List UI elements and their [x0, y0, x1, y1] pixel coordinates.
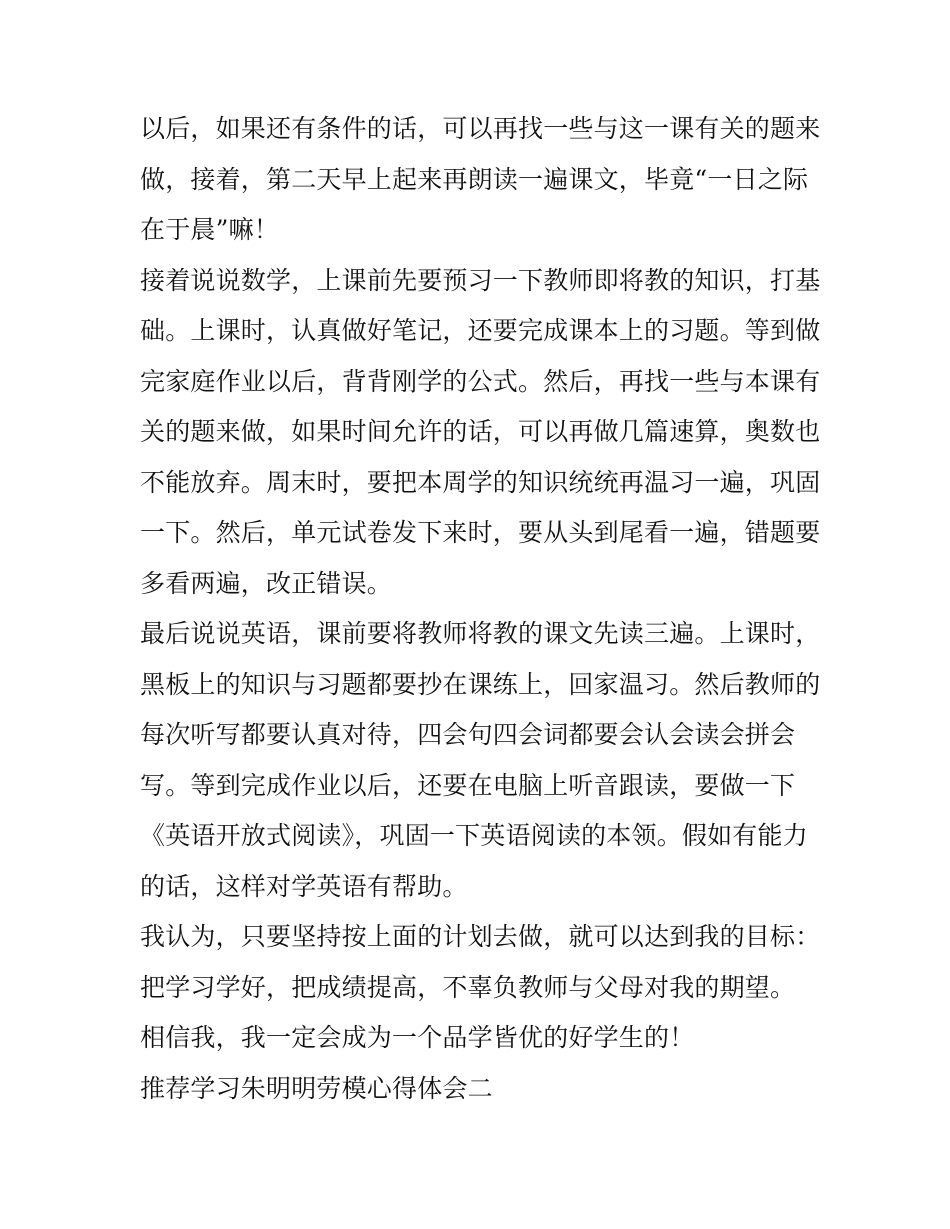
text-line: 《英语开放式阅读》，巩固一下英语阅读的本领。假如有能力 — [140, 821, 808, 850]
section-heading: 推荐学习朱明明劳模心得体会二 — [140, 1073, 493, 1103]
text-line: 在于晨”嘛！ — [140, 215, 279, 244]
text-line: 最后说说英语，课前要将教师将教的课文先读三遍。上课时， — [140, 619, 821, 648]
text-line: 每次听写都要认真对待，四会句四会词都要会认会读会拼会 — [140, 720, 796, 749]
text-line: 黑板上的知识与习题都要抄在课练上，回家温习。然后教师的 — [140, 669, 821, 699]
text-line: 写。等到完成作业以后，还要在电脑上听音跟读，要做一下 — [140, 770, 796, 800]
text-line: 多看两遍，改正错误。 — [140, 568, 393, 598]
text-line: 完家庭作业以后，背背刚学的公式。然后，再找一些与本课有 — [140, 366, 821, 396]
text-line: 关的题来做，如果时间允许的话，可以再做几篇速算，奥数也 — [140, 417, 821, 446]
text-line: 不能放弃。周末时，要把本周学的知识统统再温习一遍，巩固 — [140, 467, 821, 497]
text-line: 础。上课时，认真做好笔记，还要完成课本上的习题。等到做 — [140, 316, 821, 345]
text-line: 的话，这样对学英语有帮助。 — [140, 871, 468, 901]
document-body — [140, 104, 820, 1114]
text-line: 以后，如果还有条件的话，可以再找一些与这一课有关的题来 — [140, 114, 821, 143]
text-line: 做，接着，第二天早上起来再朗读一遍课文，毕竟“一日之际 — [140, 164, 809, 194]
text-line: 相信我，我一定会成为一个品学皆优的好学生的！ — [140, 1023, 695, 1052]
text-line: 一下。然后，单元试卷发下来时，要从头到尾看一遍，错题要 — [140, 518, 821, 547]
text-line: 把学习学好，把成绩提高，不辜负教师与父母对我的期望。 — [140, 972, 796, 1002]
text-line: 接着说说数学，上课前先要预习一下教师即将教的知识，打基 — [140, 265, 821, 295]
text-line: 我认为，只要坚持按上面的计划去做，就可以达到我的目标： — [140, 922, 821, 951]
